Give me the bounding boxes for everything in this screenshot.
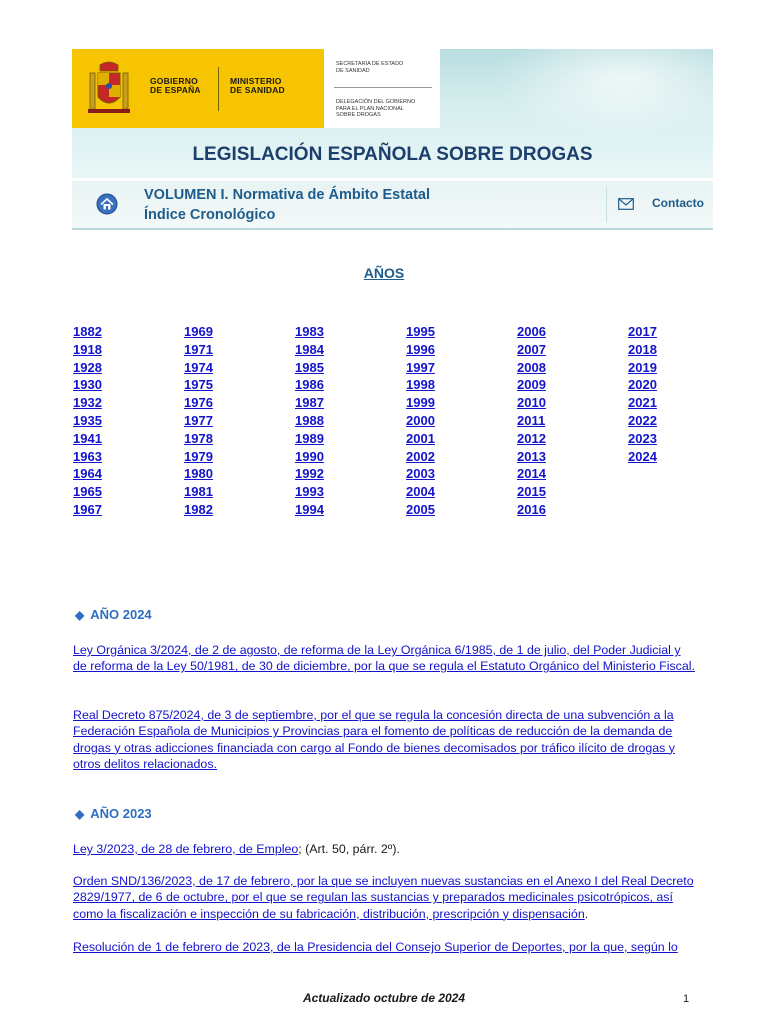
year-link[interactable]: 2009	[517, 377, 546, 393]
year-link[interactable]: 1985	[295, 359, 324, 375]
year-link[interactable]: 1935	[73, 412, 102, 428]
year-link[interactable]: 2002	[406, 448, 435, 464]
year-link[interactable]: 1988	[295, 412, 324, 428]
year-link[interactable]: 2015	[517, 484, 546, 500]
header-banner	[72, 49, 713, 178]
year-link[interactable]: 1918	[73, 341, 102, 357]
year-link[interactable]: 1969	[184, 324, 213, 339]
page-number: 1	[683, 993, 690, 1005]
footer-updated: Actualizado octubre de 2024	[302, 991, 466, 1005]
year-column	[406, 323, 466, 519]
year-link[interactable]: 1971	[184, 341, 213, 357]
year-link[interactable]: 1987	[295, 395, 324, 411]
year-link[interactable]: 2003	[406, 466, 435, 482]
law-entry	[73, 841, 697, 857]
year-column	[628, 323, 688, 465]
year-link[interactable]: 1975	[184, 377, 213, 393]
year-link[interactable]: 1932	[73, 395, 102, 411]
section-heading-2024: ◆ AÑO 2024	[75, 607, 152, 622]
year-link[interactable]: 2014	[517, 466, 546, 482]
law-link[interactable]: Real Decreto 875/2024, de 3 de septiembre, por el que se regula la concesión directa de una subvención a la Federación Española de Municipios y Provincias para el fomento de políticas de reducción de la demanda de drogas y otras adicciones financiada con cargo al Fondo de bienes decomisados por tráfico ilícito de drogas y otros delitos relacionados.	[73, 708, 675, 771]
year-link[interactable]: 1990	[295, 448, 324, 464]
year-link[interactable]: 1999	[406, 395, 435, 411]
ministry-name: MINISTERIO DE SANIDAD	[230, 76, 285, 95]
year-link[interactable]: 1967	[73, 501, 102, 517]
law-entry	[73, 873, 697, 922]
year-link[interactable]: 1984	[295, 341, 324, 357]
law-entry	[73, 642, 697, 675]
year-link[interactable]: 1981	[184, 484, 213, 500]
law-link[interactable]: Resolución de 1 de febrero de 2023, de la Presidencia del Consejo Superior de Deportes, por la que, según lo	[73, 940, 678, 954]
year-column	[295, 323, 355, 519]
law-note: ; (Art. 50, párr. 2º).	[298, 842, 400, 856]
year-link[interactable]: 2020	[628, 377, 657, 393]
secretariat-block	[324, 49, 440, 128]
government-logo-block	[72, 49, 324, 128]
year-link[interactable]: 2021	[628, 395, 657, 411]
year-link[interactable]: 1963	[73, 448, 102, 464]
divider	[218, 67, 219, 111]
year-column	[73, 323, 133, 519]
year-link[interactable]: 2000	[406, 412, 435, 428]
law-link[interactable]: Orden SND/136/2023, de 17 de febrero, por la que se incluyen nuevas sustancias en el Anexo I del Real Decreto 2829/1977, de 6 de octubre, por el que se regulan las sustancias y preparados medicinales psicotrópicos, así como la fiscalización e inspección de su fabricación, distribución, prescripción y dispensación	[73, 874, 694, 921]
year-link[interactable]: 2007	[517, 341, 546, 357]
year-link[interactable]: 2022	[628, 412, 657, 428]
year-link[interactable]: 2017	[628, 324, 657, 339]
year-link[interactable]: 1997	[406, 359, 435, 375]
year-link[interactable]: 1993	[295, 484, 324, 500]
year-link[interactable]: 2016	[517, 501, 546, 517]
section-heading-2023: ◆ AÑO 2023	[75, 806, 152, 821]
year-link[interactable]: 2013	[517, 448, 546, 464]
volume-title	[144, 185, 430, 225]
year-link[interactable]: 1982	[184, 501, 213, 517]
diamond-icon: ◆	[75, 608, 85, 622]
year-link[interactable]: 2012	[517, 430, 546, 446]
year-link[interactable]: 1977	[184, 412, 213, 428]
year-link[interactable]: 1965	[73, 484, 102, 500]
year-link[interactable]: 1989	[295, 430, 324, 446]
government-name: GOBIERNO DE ESPAÑA	[150, 76, 201, 95]
secretariat-name: SECRETARÍA DE ESTADO DE SANIDAD	[336, 61, 404, 74]
year-link[interactable]: 1996	[406, 341, 435, 357]
year-link[interactable]: 2010	[517, 395, 546, 411]
coat-of-arms-icon	[86, 59, 132, 119]
page-title: LEGISLACIÓN ESPAÑOLA SOBRE DROGAS	[192, 144, 593, 165]
mail-icon[interactable]	[618, 198, 634, 210]
home-icon[interactable]	[96, 193, 118, 215]
year-link[interactable]: 1986	[295, 377, 324, 393]
year-link[interactable]: 2019	[628, 359, 657, 375]
law-link[interactable]: Ley 3/2023, de 28 de febrero, de Empleo	[73, 842, 299, 856]
divider	[606, 187, 607, 223]
year-link[interactable]: 1992	[295, 466, 324, 482]
year-link[interactable]: 2004	[406, 484, 435, 500]
year-link[interactable]: 1974	[184, 359, 213, 375]
law-entry	[73, 939, 697, 955]
year-link[interactable]: 2001	[406, 430, 435, 446]
year-link[interactable]: 1980	[184, 466, 213, 482]
divider	[334, 87, 432, 88]
contact-link[interactable]: Contacto	[652, 196, 704, 210]
year-link[interactable]: 1998	[406, 377, 435, 393]
diamond-icon: ◆	[75, 807, 85, 821]
years-heading[interactable]: AÑOS	[363, 265, 405, 281]
year-column	[517, 323, 577, 519]
year-link[interactable]: 1882	[73, 324, 102, 339]
year-column	[184, 323, 244, 519]
delegation-name: DELEGACIÓN DEL GOBIERNO PARA EL PLAN NACIONAL SOBRE DROGAS	[336, 99, 416, 118]
year-link[interactable]: 2024	[628, 448, 657, 464]
year-link[interactable]: 1978	[184, 430, 213, 446]
year-link[interactable]: 1976	[184, 395, 213, 411]
year-link[interactable]: 1995	[406, 324, 435, 339]
year-link[interactable]: 1941	[73, 430, 102, 446]
year-link[interactable]: 1930	[73, 377, 102, 393]
year-link[interactable]: 1994	[295, 501, 324, 517]
year-link[interactable]: 2018	[628, 341, 657, 357]
index-label: Índice Cronológico	[144, 207, 276, 223]
year-link[interactable]: 1979	[184, 448, 213, 464]
year-link[interactable]: 2008	[517, 359, 546, 375]
law-link[interactable]: Ley Orgánica 3/2024, de 2 de agosto, de reforma de la Ley Orgánica 6/1985, de 1 de julio, del Poder Judicial y de reforma de la Ley 50/1981, de 30 de diciembre, por la que se regula el Estatuto Orgánico del Ministerio Fiscal.	[73, 643, 695, 674]
year-link[interactable]: 1964	[73, 466, 102, 482]
law-note: .	[584, 906, 589, 921]
subheader-bar	[72, 181, 713, 230]
year-link[interactable]: 2023	[628, 430, 657, 446]
year-link[interactable]: 1983	[295, 324, 324, 339]
law-entry	[73, 707, 697, 772]
volume-label: VOLUMEN I. Normativa de Ámbito Estatal	[144, 187, 431, 203]
year-link[interactable]: 2006	[517, 324, 546, 339]
year-link[interactable]: 2011	[517, 412, 546, 428]
year-link[interactable]: 2005	[406, 501, 435, 517]
year-link[interactable]: 1928	[73, 359, 102, 375]
